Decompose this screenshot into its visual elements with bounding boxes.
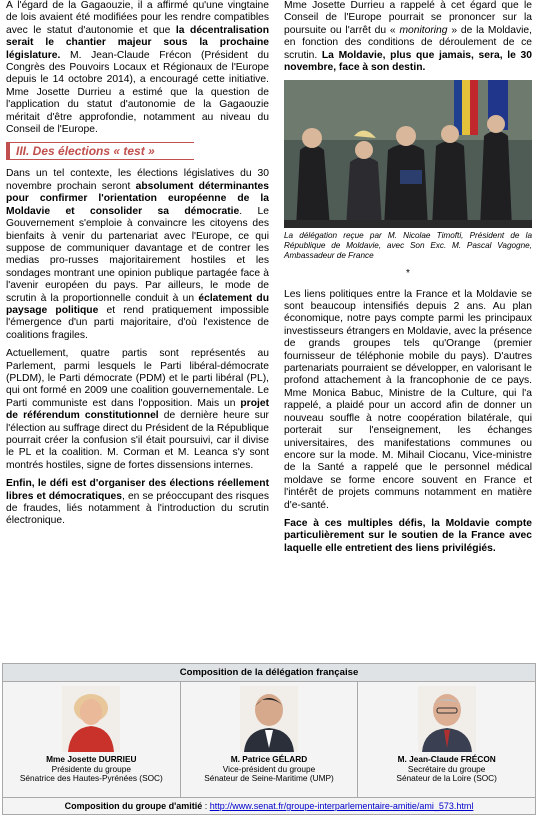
footer-separator: : bbox=[202, 801, 210, 811]
portrait-durrieu-image bbox=[62, 686, 120, 752]
left-column bbox=[6, 0, 269, 534]
member-seat: Sénateur de la Loire (SOC) bbox=[396, 773, 497, 784]
member-name: M. Patrice GÉLARD bbox=[230, 754, 308, 764]
paragraph-conclusion: Face à ces multiples défis, la Moldavie compte particulièrement sur le soutien de la France avec laquelle elle entretient des liens privilégiés. bbox=[284, 517, 532, 554]
portrait-gelard bbox=[240, 686, 298, 752]
right-column bbox=[284, 0, 532, 561]
member-name: M. Jean-Claude FRÉCON bbox=[397, 754, 496, 764]
delegation-members bbox=[3, 682, 535, 798]
member-seat: Sénateur de Seine-Maritime (UMP) bbox=[204, 773, 334, 784]
paragraph-monitoring: Mme Josette Durrieu a rappelé à cet égard que le Conseil de l'Europe pourrait se prononcer sur la poursuite ou l'arrêt du « monitoring » de la Moldavie, en fonction des conditions de déroulement de ce scrutin. La Moldavie, plus que jamais, sera, le 30 novembre, face à son destin. bbox=[284, 0, 532, 74]
member-role: Secrétaire du groupe bbox=[407, 763, 486, 774]
member-seat: Sénatrice des Hautes-Pyrénées (SOC) bbox=[19, 773, 163, 784]
delegation-photo bbox=[284, 80, 532, 228]
paragraph-parties: Actuellement, quatre partis sont représentés au Parlement, parmi lesquels le Parti libéral-démocrate (PLDM), le Parti démocrate (PDM) et le parti libéral (PL), qui ont formé en 2009 une coalition gouvernementale. Le Parti communiste est dans l'opposition. Mais un projet de référendum constitutionnel de dernière heure sur l'élection au suffrage direct du Président de la République pourrait créer la confusion s'il était poursuivi, car il divise le PL et la coalition. M. Corman et M. Leanca s'y sont montrés hostiles, signe de fortes dissensions internes. bbox=[6, 348, 269, 471]
portrait-gelard-image bbox=[240, 686, 298, 752]
member-role: Présidente du groupe bbox=[51, 763, 131, 774]
delegation-photo-illustration bbox=[284, 80, 532, 228]
footer-label: Composition du groupe d'amitié bbox=[64, 801, 203, 811]
paragraph-challenge: Enfin, le défi est d'organiser des élections réellement libres et démocratiques, en se préoccupant des risques de fraudes, liés notamment à l'introduction du scrutin électronique. bbox=[6, 478, 270, 527]
delegation-title: Composition de la délégation française bbox=[3, 664, 535, 682]
member-durrieu bbox=[3, 682, 180, 797]
member-name: Mme Josette DURRIEU bbox=[46, 754, 137, 764]
delegation-table bbox=[2, 663, 536, 815]
section-title: III. Des élections « test » bbox=[6, 142, 194, 160]
paragraph-relations: Les liens politiques entre la France et la Moldavie se sont beaucoup intensifiés depuis 2 ans. Au plan économique, notre pays compte parmi les principaux investisseurs étrangers en Moldavie, avec la présence de grands groupes tels qu'Orange (premier fournisseur de téléphonie mobile du pays). D'autres partenariats pourraient se développer, en valorisant le profond attachement à la francophonie de ce pays. Mme Monica Babuc, Ministre de la Culture, qui l'a rappelé, a plaidé pour un accord afin de donner un nouveau souffle à notre coopération bilatérale, qui porterait sur l'enseignement, les échanges universitaires, des manifestations communes ou encore sur la mode. M. Mihail Ciocanu, Vice-ministre de la Santé a rappelé que le personnel médical moldave se forme encore souvent en France et l'intérêt de projets communs notamment en matière d'e-santé. bbox=[284, 288, 532, 511]
portrait-durrieu bbox=[62, 686, 120, 752]
paragraph-elections: Dans un tel contexte, les élections législatives du 30 novembre prochain seront absolument déterminantes pour confirmer l'orientation européenne de la Moldavie et consolider sa démocratie. Le Gouvernement s'emploie à convaincre les citoyens des bienfaits à venir du partenariat avec l'Europe, ce qui suppose de communiquer davantage et de contrer les medias pro-russes majoritairement hostiles et les sondages montrant une opinion publique partagée face à l'avenir européen du pays. Par ailleurs, le mode de scrutin à la proportionnelle conduit à un éclatement du paysage politique et rend pratiquement impossible l'émergence d'un parti majoritaire, d'où l'existence de coalitions fragiles. bbox=[6, 168, 269, 341]
photo-caption: La délégation reçue par M. Nicolae Timofti, Président de la République de Moldavie, avec Son Exc. M. Pascal Vagogne, Ambassadeur de France bbox=[284, 231, 532, 260]
member-gelard bbox=[180, 682, 358, 797]
portrait-frecon-image bbox=[418, 686, 476, 752]
member-role: Vice-président du groupe bbox=[222, 763, 316, 774]
separator-asterisk: * bbox=[406, 268, 410, 280]
member-frecon bbox=[357, 682, 535, 797]
paragraph-gagaouzie: À l'égard de la Gagaouzie, il a affirmé qu'une vingtaine de lois avaient été modifiées pour les rendre compatibles avec le statut d'autonomie et que la décentralisation serait le chantier majeur sous la prochaine législature. M. Jean-Claude Frécon (Président du Congrès des Pouvoirs Locaux et Régionaux de l'Europe depuis le 14 octobre 2014), a encouragé cette initiative. Mme Josette Durrieu a estimé que la question de l'application du statut d'autonomie de la Gagaouzie méritait d'être approfondie, notamment au niveau du Conseil de l'Europe. bbox=[6, 0, 269, 136]
friendship-group-link[interactable]: http://www.senat.fr/groupe-interparlementaire-amitie/ami_573.html bbox=[209, 801, 474, 811]
delegation-footer bbox=[3, 798, 535, 815]
portrait-frecon bbox=[418, 686, 476, 752]
